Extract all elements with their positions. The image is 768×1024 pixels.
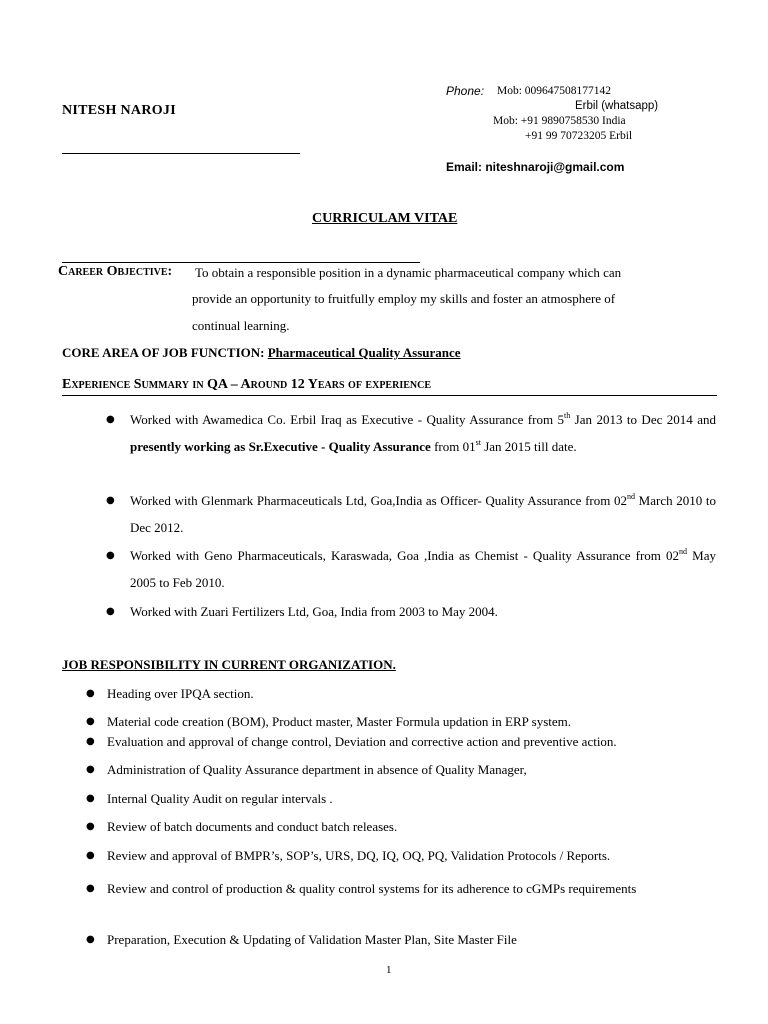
bullet-icon: ● (86, 716, 95, 727)
responsibility-item (86, 761, 726, 779)
career-objective-line-3: continual learning. (192, 318, 290, 333)
responsibility-item (86, 931, 726, 949)
responsibility-text: Review and approval of BMPR’s, SOP’s, URS, DQ, IQ, OQ, PQ, Validation Protocols / Reports. (107, 848, 611, 863)
core-area (62, 345, 461, 361)
experience-item (106, 598, 716, 625)
candidate-name: NITESH NAROJI (62, 103, 176, 118)
responsibility-text: Evaluation and approval of change control, Deviation and corrective action and preventive action. (107, 734, 617, 749)
responsibility-item (86, 713, 726, 731)
email-line: Email: niteshnaroji@gmail.com (446, 160, 625, 174)
title-rule (62, 262, 420, 263)
experience-text: Worked with Geno Pharmaceuticals, Karaswada, Goa ,India as Chemist - Quality Assurance from 02nd May 2005 to Feb 2010. (130, 547, 716, 590)
responsibility-item (86, 733, 726, 751)
experience-rule (62, 395, 717, 396)
responsibility-item (86, 790, 726, 808)
phone-line-2: Erbil (whatsapp) (575, 100, 659, 112)
core-area-label: CORE AREA OF JOB FUNCTION: (62, 345, 265, 360)
bullet-icon: ● (86, 764, 95, 775)
responsibility-text: Heading over IPQA section. (107, 686, 254, 701)
bullet-icon: ● (106, 606, 115, 617)
page-number: 1 (386, 964, 392, 976)
responsibility-text: Administration of Quality Assurance department in absence of Quality Manager, (107, 762, 527, 777)
responsibility-text: Internal Quality Audit on regular intervals . (107, 791, 333, 806)
career-objective-line-2: provide an opportunity to fruitfully employ my skills and foster an atmosphere of (192, 291, 616, 306)
bullet-icon: ● (106, 495, 115, 506)
phone-block (446, 84, 706, 154)
bullet-icon: ● (86, 688, 95, 699)
experience-item (106, 542, 716, 596)
phone-line-1: Mob: 009647508177142 (497, 85, 612, 97)
responsibility-text: Review and control of production & quality control systems for its adherence to cGMPs requirements (107, 881, 637, 896)
experience-heading: Experience Summary in QA – Around 12 Years of experience (62, 377, 431, 392)
career-objective-label: Career Objective: (58, 264, 173, 279)
experience-text: Worked with Awamedica Co. Erbil Iraq as Executive - Quality Assurance from 5th Jan 2013 to Dec 2014 and presently working as Sr.Executive - Quality Assurance from 01st Jan 2015 till date. (130, 411, 717, 454)
bullet-icon: ● (86, 850, 95, 861)
phone-label: Phone: (446, 84, 485, 98)
responsibility-item (86, 876, 646, 902)
career-objective-line-1: To obtain a responsible position in a dynamic pharmaceutical company which can (195, 265, 622, 280)
responsibility-text: Preparation, Execution & Updating of Validation Master Plan, Site Master File (107, 932, 517, 947)
phone-line-3: Mob: +91 9890758530 India (493, 115, 626, 127)
bullet-icon: ● (86, 736, 95, 747)
bullet-icon: ● (86, 793, 95, 804)
responsibility-item (86, 847, 726, 865)
phone-line-4: +91 99 70723205 Erbil (525, 130, 633, 142)
bullet-icon: ● (106, 550, 115, 561)
responsibility-item (86, 685, 726, 703)
responsibility-text: Material code creation (BOM), Product master, Master Formula updation in ERP system. (107, 714, 572, 729)
responsibility-text: Review of batch documents and conduct batch releases. (107, 819, 398, 834)
bullet-icon: ● (106, 414, 115, 425)
experience-text: Worked with Glenmark Pharmaceuticals Ltd, Goa,India as Officer- Quality Assurance from 02nd March 2010 to Dec 2012. (130, 492, 716, 535)
experience-item (106, 406, 716, 460)
responsibility-heading: JOB RESPONSIBILITY IN CURRENT ORGANIZATION. (62, 657, 396, 672)
bullet-icon: ● (86, 883, 95, 894)
experience-text: Worked with Zuari Fertilizers Ltd, Goa, India from 2003 to May 2004. (130, 604, 498, 619)
experience-item (106, 487, 716, 541)
core-area-value: Pharmaceutical Quality Assurance (267, 345, 461, 360)
document-title: CURRICULAM VITAE (312, 211, 458, 226)
bullet-icon: ● (86, 821, 95, 832)
bullet-icon: ● (86, 934, 95, 945)
responsibility-item (86, 818, 726, 836)
name-underline (62, 153, 300, 154)
